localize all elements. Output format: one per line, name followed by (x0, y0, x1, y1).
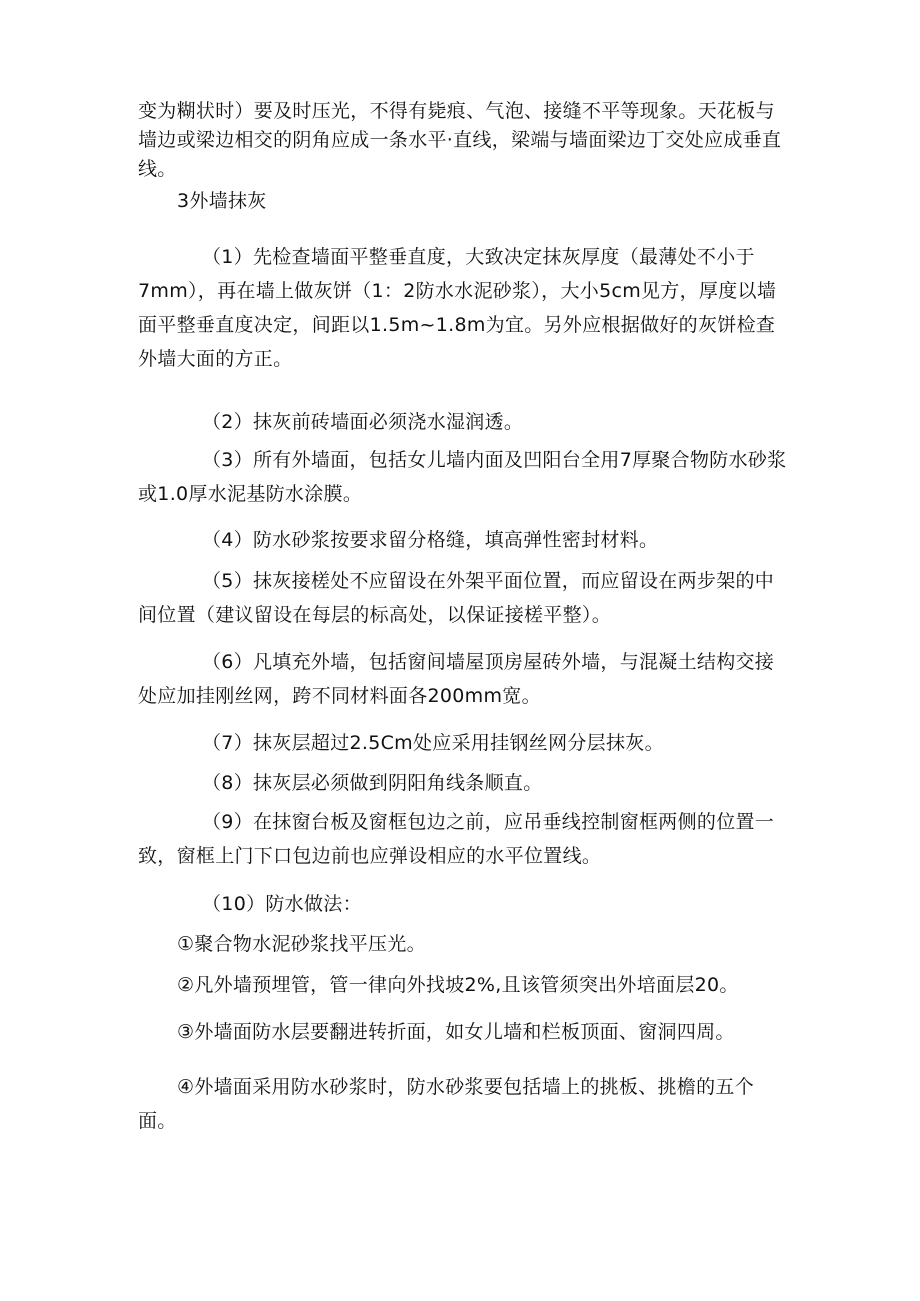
sub-item-3: ③外墙面防水层要翻进转折面，如女儿墙和栏板顶面、窗洞四周。 (177, 1021, 735, 1043)
sub-item-4: ④外墙面采用防水砂浆时，防水砂浆要包括墙上的挑板、挑檐的五个面。 (138, 1076, 755, 1132)
item-1: （1）先检查墙面平整垂直度，大致决定抹灰厚度（最薄处不小于7mm），再在墙上做灰饼（1：2防水水泥砂浆），大小5cm见方，厚度以墙面平整垂直度决定，间距以1.5m~1.8m为宜。另外应根据做好的灰饼检查外墙大面的方正。 (138, 246, 777, 370)
intro-paragraph: 变为糊状时）要及时压光，不得有毙痕、气泡、接缝不平等现象。天花板与墙边或梁边相交的阴角应成一条水平·直线，梁端与墙面梁边丁交处应成垂直线。 (138, 100, 782, 180)
item-7: （7）抹灰层超过2.5Cm处应采用挂钢丝网分层抹灰。 (202, 732, 664, 754)
item-5: （5）抹灰接槎处不应留设在外架平面位置，而应留设在两步架的中间位置（建议留设在每层的标高处，以保证接槎平整）。 (138, 570, 775, 626)
section-title: 3外墙抹灰 (177, 190, 267, 212)
item-2: （2）抹灰前砖墙面必须浇水湿润透。 (202, 411, 524, 433)
sub-item-1: ①聚合物水泥砂浆找平压光。 (177, 933, 426, 955)
item-4: （4）防水砂浆按要求留分格缝，填高弹性密封材料。 (202, 529, 659, 551)
sub-item-2: ②凡外墙预埋管，管一律向外找坡2%,且该管须突出外培面层20。 (177, 974, 739, 996)
item-3: （3）所有外墙面，包括女儿墙内面及凹阳台全用7厚聚合物防水砂浆或1.0厚水泥基防水涂膜。 (138, 449, 787, 505)
item-8: （8）抹灰层必须做到阴阳角线条顺直。 (202, 772, 543, 794)
item-9: （9）在抹窗台板及窗框包边之前，应吊垂线控制窗框两侧的位置一致，窗框上门下口包边前也应弹设相应的水平位置线。 (138, 811, 775, 867)
item-10: （10）防水做法： (202, 893, 362, 915)
item-6: （6）凡填充外墙，包括窗间墙屋顶房屋砖外墙，与混凝土结构交接处应加挂刚丝网，跨不同材料面各200mm宽。 (138, 651, 775, 707)
